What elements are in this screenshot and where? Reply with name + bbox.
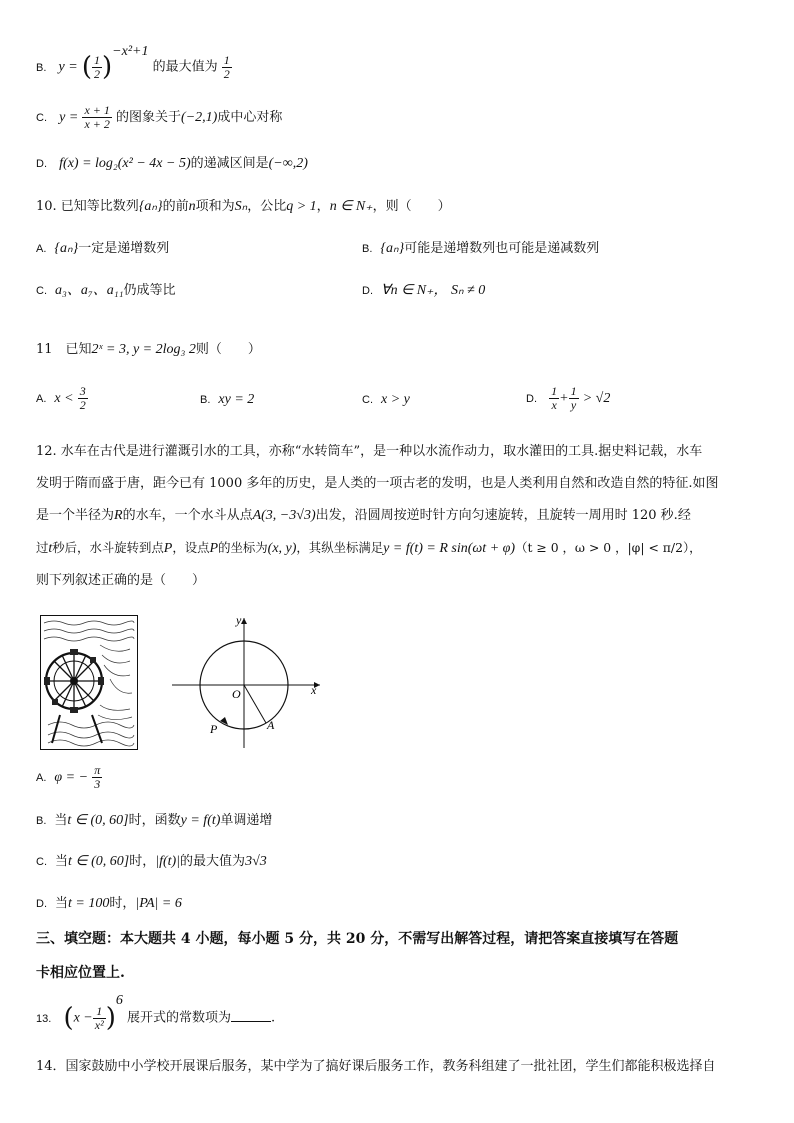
- fraction: $\frac{3}{2}$: [79, 384, 86, 412]
- fraction: $\frac{1}{x}$: [551, 384, 558, 412]
- origin-label: O: [232, 687, 241, 701]
- q11-stem: 11 已知2ˣ = 3, y = 2log₃ 2则（ ）: [36, 342, 261, 357]
- fraction: $\frac{1}{2}$: [94, 52, 101, 81]
- option-label: C.: [36, 112, 47, 124]
- q9-option-c: [36, 104, 282, 131]
- math-interval: (−∞,2): [268, 156, 308, 171]
- q14-stem: 14．国家鼓励中小学校开展课后服务，某中学为了搞好课后服务工作，教务科组建了一批社团，学生们都能积极选择自: [36, 1059, 716, 1074]
- option-label: B.: [36, 61, 47, 74]
- q12-option-d: D. 当t = 100时，|PA| = 6: [36, 896, 182, 911]
- q11-option-b: B. xy = 2: [200, 392, 255, 407]
- q12-option-a: A. φ = − $\frac{\pi}{3}$: [36, 763, 101, 791]
- q10-stem: 10. 已知等比数列{aₙ}的前n项和为Sₙ，公比q > 1，n ∈ N₊，则（ ）: [36, 199, 451, 214]
- q10-option-c: C. a₃、a₇、a₁₁仍成等比: [36, 283, 176, 298]
- x-axis-label: x: [311, 683, 317, 697]
- q10-option-d: D. ∀n ∈ N₊， Sₙ ≠ 0: [362, 283, 486, 298]
- point-a-label: A: [267, 718, 275, 732]
- q11-option-a: A. x < $\frac{3}{2}$: [36, 384, 86, 412]
- math-point: (−2,1): [181, 110, 218, 125]
- q13-stem: 13. (x − $\frac{1}{\text{x²}}$ )$^6$ 展开式的常数项为 .: [36, 993, 276, 1033]
- option-label: D.: [36, 158, 47, 170]
- q11-option-d: D. $\frac{1}{x}$ + $\frac{1}{y}$ > √2: [526, 384, 611, 412]
- q9-option-d: [36, 152, 308, 172]
- fraction: $\frac{1}{\text{x²}}$: [94, 1003, 104, 1032]
- q12-stem: 12. 水车在古代是进行灌溉引水的工具，亦称“水转筒车”，是一种以水流作动力，取水灌田的工具.据史料记载，水车 发明于隋而盛于唐，距今已有 1000 多年的历史，是人类的一项古老的发明，也是人类利用自然和改造自然的特征.如图 是一个半径为R的水车，一个水斗从点A(3, −3√3)出发，沿圆周按逆时针方向匀速旋转，且旋转一周用时 120 秒.经 过t秒后，水斗旋转到点P，设点P的坐标为(x, y)，其纵坐标满足y = f(t) = R sin(ωt + φ)（t ≥ 0 ，ω > 0 ，|φ| < π/2）， 则下列叙述正确的是（ ）: [36, 444, 719, 588]
- q10-option-a: A. {aₙ}一定是递增数列: [36, 241, 170, 256]
- point-p-label: P: [210, 722, 218, 736]
- option-text: 的递减区间是: [190, 156, 269, 171]
- y-axis-label: y: [236, 613, 242, 627]
- q9-option-b: B. y = ( $\frac{1}{2}$ )$^{-x^2+1}$ 的最大值为 $\frac{1}{2}$: [36, 44, 230, 82]
- unit-circle-diagram: [170, 612, 330, 752]
- math-expr: f(x) = log₂(x² − 4x − 5): [59, 156, 191, 171]
- option-text: 的图象关于: [116, 110, 182, 125]
- q12-option-c: C. 当t ∈ (0, 60]时，|f(t)|的最大值为3√3: [36, 854, 267, 869]
- section-heading: 三、填空题：本大题共 4 小题，每小题 5 分，共 20 分，不需写出解答过程，请把答案直接填写在答题 卡相应位置上.: [36, 931, 679, 981]
- answer-blank: [231, 1021, 271, 1022]
- option-text: 的最大值为: [152, 59, 218, 75]
- q10-option-b: B. {aₙ}可能是递增数列也可能是递减数列: [362, 241, 600, 256]
- math-expr: y =: [59, 110, 79, 125]
- fraction: $\frac{1}{2}$: [223, 52, 230, 81]
- fraction: $\frac{\pi}{3}$: [94, 763, 101, 791]
- fraction: $\frac{1}{y}$: [570, 384, 577, 412]
- waterwheel-illustration: [40, 615, 138, 750]
- q11-option-c: C. x > y: [362, 392, 410, 407]
- q12-option-b: B. 当t ∈ (0, 60]时，函数y = f(t)单调递增: [36, 813, 273, 828]
- option-text-2: 成中心对称: [217, 110, 283, 125]
- exponent: −x²+1: [112, 44, 149, 60]
- fraction: $\frac{x + 1}{x + 2}$: [84, 103, 110, 131]
- math-expr: y =: [58, 59, 78, 75]
- waterwheel-picture: [40, 615, 138, 750]
- coordinate-diagram: [170, 612, 330, 752]
